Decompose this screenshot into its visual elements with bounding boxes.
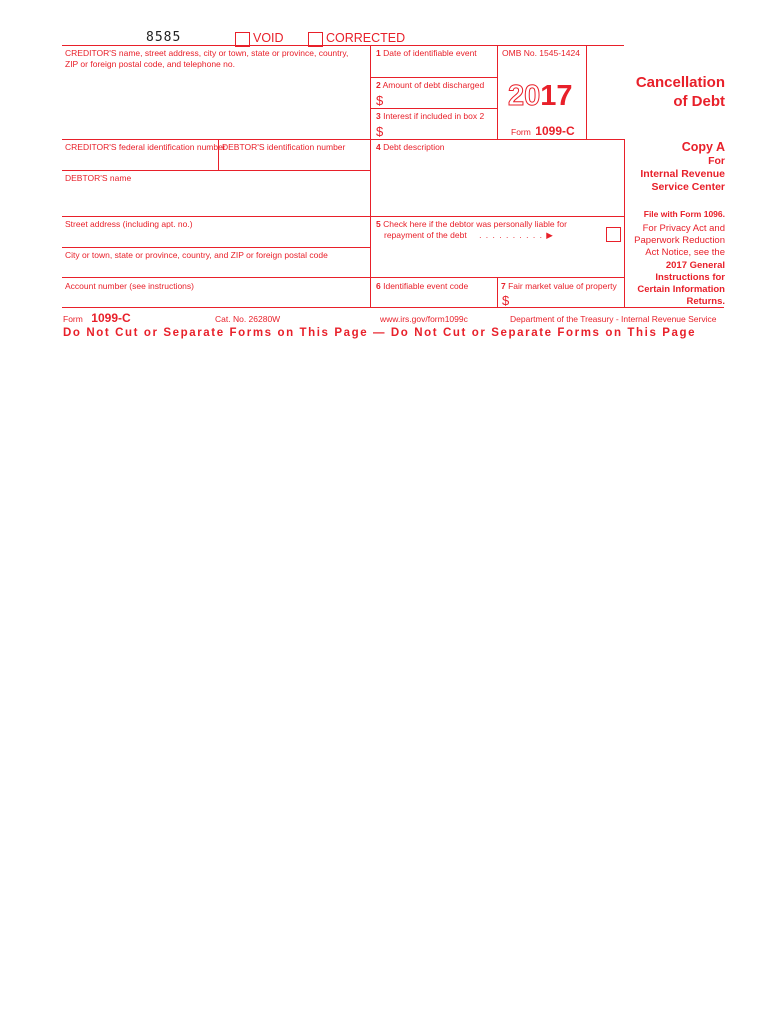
tax-year-outline: 20 <box>508 80 541 112</box>
street-address-field[interactable] <box>63 231 369 246</box>
box7-dollar-sign: $ <box>502 293 510 308</box>
box7-field[interactable] <box>514 293 623 306</box>
catalog-number: Cat. No. 26280W <box>215 314 281 324</box>
irs-label: Internal Revenue <box>640 168 725 180</box>
irs-label-line2: Service Center <box>651 181 725 193</box>
box1-field[interactable] <box>371 60 496 76</box>
file-with-label: File with Form 1096. <box>643 209 725 219</box>
copy-label: Copy A <box>681 140 725 154</box>
creditor-info-label-line2: ZIP or foreign postal code, and telephone no. <box>65 59 235 69</box>
privacy-notice: For Privacy Act and Paperwork Reduction Act Notice, see the 2017 General Instructions for Certain Information Returns. <box>634 223 725 308</box>
box3-label: 3 Interest if included in box 2 <box>376 111 485 121</box>
form-code: 8585 <box>146 30 182 45</box>
box3-field[interactable] <box>388 123 496 138</box>
city-field[interactable] <box>63 262 369 276</box>
box2-field[interactable] <box>388 92 496 107</box>
void-label: VOID <box>253 31 284 45</box>
footer-form-name: Form 1099-C <box>63 311 131 325</box>
debtor-name-field[interactable] <box>63 185 369 215</box>
form-name-top: Form 1099-C <box>511 124 575 138</box>
box7-label: 7 Fair market value of property <box>501 281 617 291</box>
omb-number: OMB No. 1545-1424 <box>502 48 580 58</box>
box4-label: 4 Debt description <box>376 142 445 152</box>
debtor-id-field[interactable] <box>219 154 369 169</box>
tax-year <box>508 80 573 112</box>
box6-label: 6 Identifiable event code <box>376 281 469 291</box>
box5-label: 5 Check here if the debtor was personally liable for <box>376 219 567 229</box>
city-label: City or town, state or province, country, and ZIP or foreign postal code <box>65 250 328 260</box>
account-number-field[interactable] <box>63 293 369 306</box>
tax-year-solid: 17 <box>540 80 573 112</box>
creditor-federal-id-label: CREDITOR'S federal identification number <box>65 142 226 152</box>
irs-url: www.irs.gov/form1099c <box>380 314 468 324</box>
form-title: Cancellation of Debt <box>635 74 725 110</box>
box2-label: 2 Amount of debt discharged <box>376 80 485 90</box>
box4-field[interactable] <box>371 154 623 215</box>
debtor-name-label: DEBTOR'S name <box>65 173 132 183</box>
creditor-federal-id-field[interactable] <box>63 154 217 169</box>
box1-label: 1 Date of identifiable event <box>376 48 477 58</box>
treasury-department: Department of the Treasury - Internal Revenue Service <box>510 314 717 324</box>
creditor-info-field[interactable] <box>63 72 369 138</box>
street-address-label: Street address (including apt. no.) <box>65 219 193 229</box>
corrected-label: CORRECTED <box>326 31 406 45</box>
box2-dollar-sign: $ <box>376 93 384 108</box>
box5-checkbox[interactable] <box>606 227 621 242</box>
box6-field[interactable] <box>371 293 496 306</box>
box5-label-line2: repayment of the debt . . . . . . . . . . ▶ <box>384 230 554 240</box>
do-not-cut-warning: Do Not Cut or Separate Forms on This Page — Do Not Cut or Separate Forms on This Page <box>63 327 697 339</box>
debtor-id-label: DEBTOR'S identification number <box>222 142 346 152</box>
account-number-label: Account number (see instructions) <box>65 281 194 291</box>
creditor-info-label: CREDITOR'S name, street address, city or town, state or province, country, <box>65 48 349 58</box>
box3-dollar-sign: $ <box>376 124 384 139</box>
for-label: For <box>708 155 725 167</box>
copy-a-panel <box>626 140 725 308</box>
